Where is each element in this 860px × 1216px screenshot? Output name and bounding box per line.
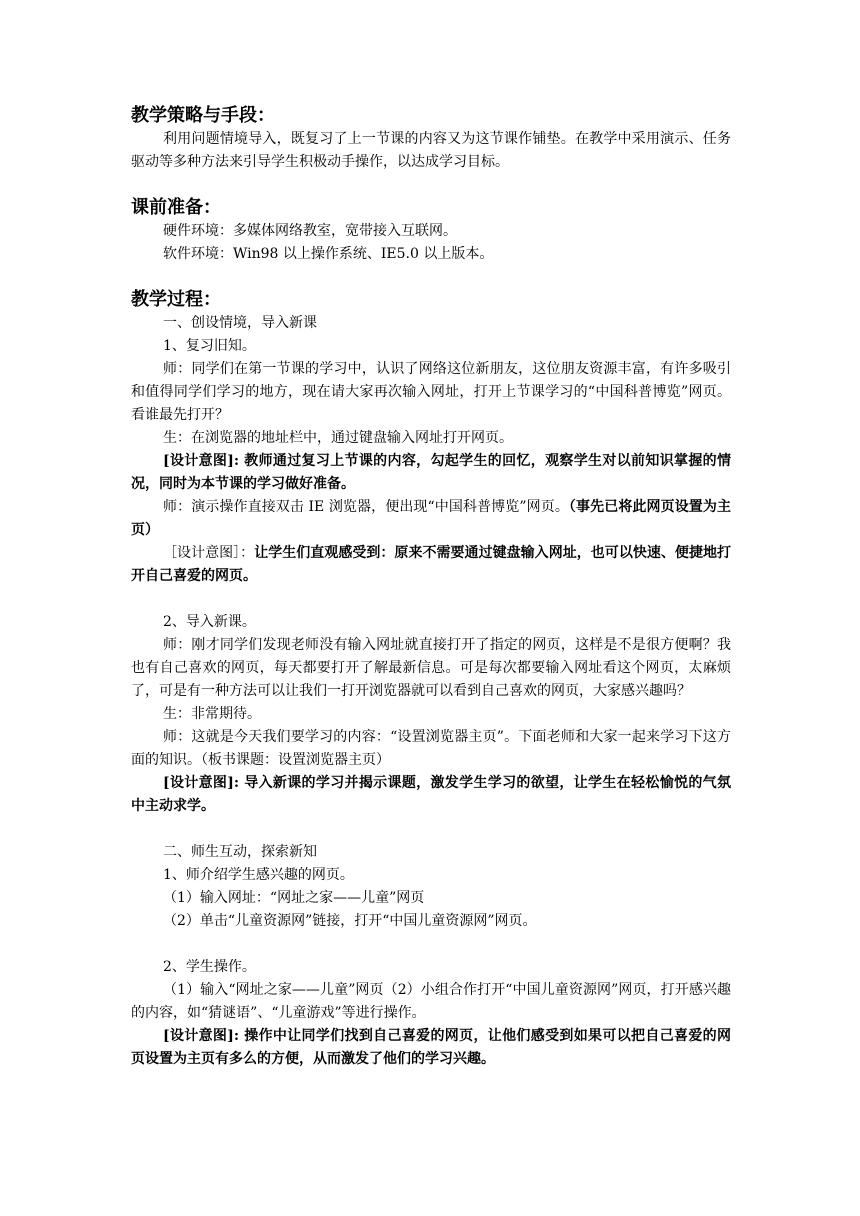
strategy-heading: 教学策略与手段：: [131, 105, 275, 126]
part2-step2: 2、学生操作。: [163, 959, 256, 975]
part1-step1: 1、复习旧知。: [163, 338, 256, 354]
student-review-response: 生：在浏览器的地址栏中，通过键盘输入网址打开网页。: [163, 430, 513, 446]
student-expectation: 生：非常期待。: [163, 706, 261, 722]
design-intent-3: [设计意图]: 导入新课的学习并揭示课题，激发学生学习的欲望，让学生在轻松愉悦的气氛中主动求学。: [131, 775, 731, 814]
teacher-demo-paragraph: [131, 496, 731, 542]
part2-item2: （2）单击“儿童资源网”链接，打开“中国儿童资源网”网页。: [163, 913, 537, 929]
design-intent-2: [131, 542, 731, 588]
design-intent-2-text: 让学生们直观感受到：原来不需要通过键盘输入网址，也可以快速、便捷地打开自己喜爱的网页。: [131, 545, 732, 584]
hardware-environment: 硬件环境：多媒体网络教室，宽带接入互联网。: [163, 223, 457, 239]
document-page: [131, 104, 731, 1071]
preparation-heading: 课前准备：: [131, 197, 221, 218]
software-environment: 软件环境：Win98 以上操作系统、IE5.0 以上版本。: [163, 246, 494, 262]
teacher-topic-speech: 师：这就是今天我们要学习的内容：“设置浏览器主页”。下面老师和大家一起来学习下这方面的知识。（板书课题：设置浏览器主页）: [131, 729, 731, 768]
part1-step2: 2、导入新课。: [163, 614, 256, 630]
strategy-body: 利用问题情境导入，既复习了上一节课的内容又为这节课作铺垫。在教学中采用演示、任务驱动等多种方法来引导学生积极动手操作，以达成学习目标。: [131, 131, 731, 170]
design-intent-2-label: ［设计意图］：: [163, 545, 255, 561]
teacher-review-speech: 师：同学们在第一节课的学习中，认识了网络这位新朋友，这位朋友资源丰富，有许多吸引和值得同学们学习的地方，现在请大家再次输入网址，打开上节课学习的“中国科普博览”网页。看谁最先打开？: [131, 361, 731, 423]
part1-title: 一、创设情境，导入新课: [163, 315, 317, 331]
design-intent-4: [设计意图]: 操作中让同学们找到自己喜爱的网页，让他们感受到如果可以把自己喜爱的网页设置为主页有多么的方便，从而激发了他们的学习兴趣。: [131, 1028, 731, 1067]
process-heading: 教学过程：: [131, 289, 221, 310]
student-operation: （1）输入“网址之家——儿童”网页（2）小组合作打开“中国儿童资源网”网页，打开感兴趣的内容，如“猜谜语”、“儿童游戏”等进行操作。: [131, 982, 731, 1021]
teacher-intro-speech: 师：刚才同学们发现老师没有输入网址就直接打开了指定的网页，这样是不是很方便啊？我也有自己喜欢的网页，每天都要打开了解最新信息。可是每次都要输入网址看这个网页，太麻烦了，可是有一种方法可以让我们一打开浏览器就可以看到自己喜欢的网页，大家感兴趣吗？: [131, 637, 731, 699]
design-intent-1: [设计意图]: 教师通过复习上节课的内容，勾起学生的回忆，观察学生对以前知识掌握的情况，同时为本节课的学习做好准备。: [131, 453, 731, 492]
part2-step1: 1、师介绍学生感兴趣的网页。: [163, 867, 354, 883]
teacher-demo-text: 师：演示操作直接双击 IE 浏览器，便出现“中国科普博览”网页。: [163, 499, 569, 515]
teacher-demo-note: （事先已将此网页设置为主页）: [131, 499, 732, 538]
part2-title: 二、师生互动，探索新知: [163, 844, 317, 860]
part2-item1: （1）输入网址：“网址之家——儿童”网页: [163, 890, 425, 906]
